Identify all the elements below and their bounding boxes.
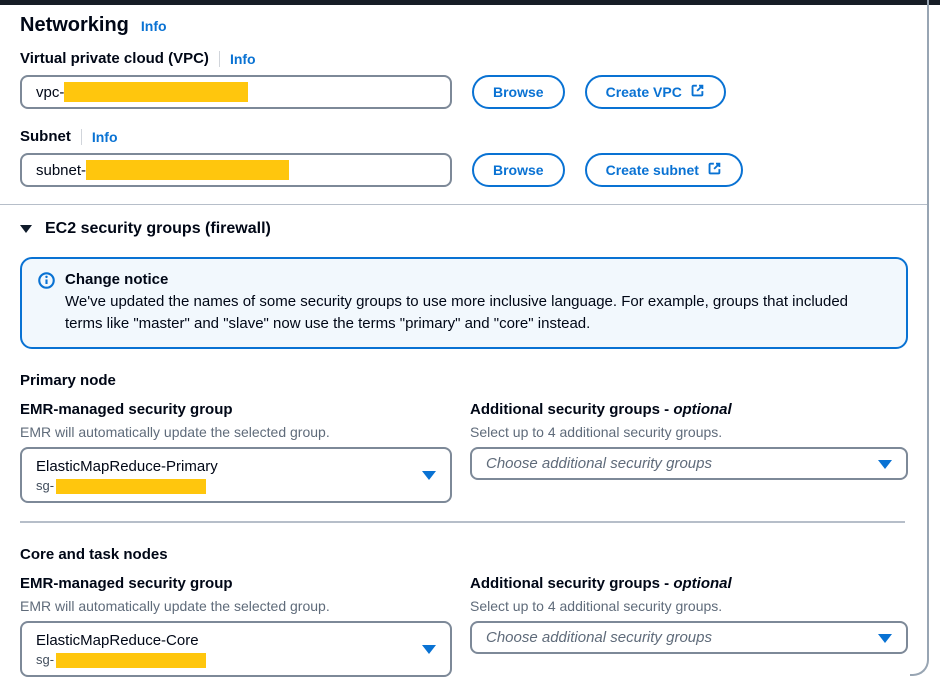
additional-groups-desc: Select up to 4 additional security groups. [470, 598, 723, 614]
create-subnet-label: Create subnet [605, 162, 699, 178]
primary-additional-groups-field [470, 400, 908, 503]
subnet-label-row [20, 127, 928, 147]
label-separator [219, 51, 220, 67]
ec2-security-groups-expander[interactable] [20, 218, 928, 240]
sg-prefix: sg- [36, 652, 55, 667]
selected-group-id [36, 651, 410, 669]
create-vpc-button[interactable] [585, 75, 726, 109]
primary-security-group-select[interactable] [20, 447, 452, 503]
vpc-input[interactable] [20, 75, 452, 109]
page-title: Networking [20, 14, 129, 36]
vpc-row [20, 75, 928, 109]
core-security-group-select[interactable] [20, 621, 452, 677]
optional-tag: optional [673, 575, 732, 592]
section-heading-row [20, 12, 928, 38]
label-separator [81, 129, 82, 145]
primary-node-heading: Primary node [20, 372, 116, 389]
subnet-browse-label: Browse [493, 162, 544, 178]
managed-group-desc: EMR will automatically update the selected group. [20, 598, 330, 614]
alert-body: We've updated the names of some security groups to use more inclusive language. For example, groups that included terms like "master" and "slave" now use the terms "primary" and "core" instead. [65, 293, 849, 332]
vpc-label: Virtual private cloud (VPC) [20, 50, 209, 67]
sg-id-redacted [56, 479, 206, 494]
additional-groups-label [470, 574, 908, 594]
create-vpc-label: Create VPC [605, 84, 682, 100]
sg-prefix: sg- [36, 478, 55, 493]
vpc-browse-label: Browse [493, 84, 544, 100]
alert-title: Change notice [65, 271, 169, 288]
section-divider [0, 204, 928, 205]
chevron-down-icon [422, 471, 436, 480]
collapse-caret-icon [20, 225, 32, 233]
chevron-down-icon [878, 634, 892, 643]
additional-groups-desc: Select up to 4 additional security groups. [470, 424, 723, 440]
core-additional-groups-select[interactable] [470, 621, 908, 654]
change-notice-alert [20, 257, 908, 349]
chevron-down-icon [878, 460, 892, 469]
chevron-down-icon [422, 645, 436, 654]
external-link-icon [690, 83, 705, 101]
external-link-icon [707, 161, 722, 179]
optional-tag: optional [673, 401, 732, 418]
core-additional-groups-field [470, 574, 908, 677]
create-subnet-button[interactable] [585, 153, 743, 187]
vpc-info-link[interactable]: Info [229, 51, 256, 67]
additional-groups-label-text: Additional security groups - [470, 401, 670, 418]
core-nodes-heading: Core and task nodes [20, 546, 168, 563]
primary-additional-groups-select[interactable] [470, 447, 908, 480]
vpc-label-row [20, 49, 928, 69]
core-nodes-columns [20, 574, 928, 677]
ec2-security-groups-title: EC2 security groups (firewall) [45, 220, 271, 237]
networking-section [0, 12, 928, 677]
subnet-browse-button[interactable] [472, 153, 565, 187]
vpc-id-redacted [64, 82, 248, 102]
subnet-value-prefix: subnet- [36, 161, 87, 179]
primary-node-columns [20, 400, 928, 503]
group-divider [20, 521, 905, 523]
additional-groups-label-text: Additional security groups - [470, 575, 670, 592]
top-border-bar [0, 0, 940, 5]
subnet-input[interactable] [20, 153, 452, 187]
core-managed-group-field [20, 574, 452, 677]
selected-group-name: ElasticMapReduce-Core [36, 632, 199, 649]
vpc-value-prefix: vpc- [36, 83, 65, 101]
subnet-row [20, 153, 928, 187]
subnet-id-redacted [86, 160, 289, 180]
managed-group-label: EMR-managed security group [20, 401, 233, 418]
subnet-info-link[interactable]: Info [91, 129, 118, 145]
subnet-label: Subnet [20, 128, 71, 145]
vpc-browse-button[interactable] [472, 75, 565, 109]
additional-groups-label [470, 400, 908, 420]
selected-group-id [36, 477, 410, 495]
selected-group-name: ElasticMapReduce-Primary [36, 458, 218, 475]
primary-managed-group-field [20, 400, 452, 503]
select-placeholder: Choose additional security groups [486, 629, 712, 646]
networking-info-link[interactable]: Info [140, 18, 167, 34]
managed-group-desc: EMR will automatically update the selected group. [20, 424, 330, 440]
managed-group-label: EMR-managed security group [20, 575, 233, 592]
sg-id-redacted [56, 653, 206, 668]
select-placeholder: Choose additional security groups [486, 455, 712, 472]
info-circle-icon [38, 272, 55, 335]
alert-content [65, 269, 875, 335]
